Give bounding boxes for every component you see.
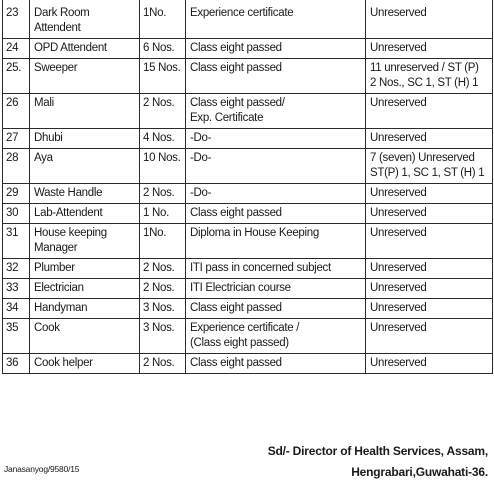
table-row	[3, 184, 493, 204]
qualification-cell: Class eight passed/ Exp. Certificate	[186, 94, 366, 129]
qualification-cell: Class eight passed	[186, 39, 366, 59]
post-name-cell: Cook helper	[30, 354, 140, 374]
signature-line-1: Sd/- Director of Health Services, Assam,	[267, 444, 488, 458]
post-count-cell: 3 Nos.	[140, 319, 186, 354]
category-cell: Unreserved	[366, 129, 493, 149]
post-name-cell: Mali	[30, 94, 140, 129]
qualification-cell: Class eight passed	[186, 354, 366, 374]
table-row	[3, 354, 493, 374]
category-cell: Unreserved	[366, 354, 493, 374]
post-name-cell: Waste Handle	[30, 184, 140, 204]
table-row	[3, 94, 493, 129]
post-name-cell: Sweeper	[30, 59, 140, 94]
serial-number-cell: 24	[3, 39, 30, 59]
table-row	[3, 39, 493, 59]
reference-number: Janasanyog/9580/15	[4, 464, 80, 474]
category-cell: 7 (seven) Unreserved ST(P) 1, SC 1, ST (H) 1	[366, 149, 493, 184]
serial-number-cell: 26	[3, 94, 30, 129]
category-cell: Unreserved	[366, 259, 493, 279]
post-count-cell: 2 Nos.	[140, 184, 186, 204]
table-row	[3, 0, 493, 39]
qualification-cell: -Do-	[186, 129, 366, 149]
post-count-cell: 4 Nos.	[140, 129, 186, 149]
category-cell: 11 unreserved / ST (P) 2 Nos., SC 1, ST (H) 1	[366, 59, 493, 94]
serial-number-cell: 30	[3, 204, 30, 224]
post-name-cell: OPD Attendent	[30, 39, 140, 59]
post-count-cell: 3 Nos.	[140, 299, 186, 319]
post-count-cell: 1No.	[140, 224, 186, 259]
table-row	[3, 59, 493, 94]
qualification-cell: Class eight passed	[186, 204, 366, 224]
qualification-cell: Class eight passed	[186, 59, 366, 94]
qualification-cell: Class eight passed	[186, 299, 366, 319]
category-cell: Unreserved	[366, 224, 493, 259]
category-cell: Unreserved	[366, 0, 493, 39]
serial-number-cell: 28	[3, 149, 30, 184]
qualification-cell: Experience certificate / (Class eight passed)	[186, 319, 366, 354]
serial-number-cell: 35	[3, 319, 30, 354]
post-count-cell: 1No.	[140, 0, 186, 39]
qualification-cell: ITI Electrician course	[186, 279, 366, 299]
table-row	[3, 149, 493, 184]
serial-number-cell: 27	[3, 129, 30, 149]
post-count-cell: 1 No.	[140, 204, 186, 224]
post-name-cell: Cook	[30, 319, 140, 354]
post-count-cell: 15 Nos.	[140, 59, 186, 94]
signature-block	[268, 441, 488, 483]
category-cell: Unreserved	[366, 299, 493, 319]
post-name-cell: Handyman	[30, 299, 140, 319]
qualification-cell: ITI pass in concerned subject	[186, 259, 366, 279]
category-cell: Unreserved	[366, 94, 493, 129]
post-name-cell: Aya	[30, 149, 140, 184]
post-count-cell: 2 Nos.	[140, 279, 186, 299]
table-row	[3, 259, 493, 279]
qualification-cell: -Do-	[186, 149, 366, 184]
qualification-cell: -Do-	[186, 184, 366, 204]
post-count-cell: 2 Nos.	[140, 354, 186, 374]
category-cell: Unreserved	[366, 184, 493, 204]
category-cell: Unreserved	[366, 39, 493, 59]
category-cell: Unreserved	[366, 279, 493, 299]
post-name-cell: Electrician	[30, 279, 140, 299]
post-count-cell: 2 Nos.	[140, 259, 186, 279]
category-cell: Unreserved	[366, 204, 493, 224]
posts-table	[2, 0, 493, 374]
serial-number-cell: 23	[3, 0, 30, 39]
table-row	[3, 319, 493, 354]
table-row	[3, 129, 493, 149]
category-cell: Unreserved	[366, 319, 493, 354]
post-count-cell: 10 Nos.	[140, 149, 186, 184]
post-name-cell: Dhubi	[30, 129, 140, 149]
posts-table-body	[3, 0, 493, 374]
table-row	[3, 224, 493, 259]
post-name-cell: Lab-Attendent	[30, 204, 140, 224]
serial-number-cell: 25.	[3, 59, 30, 94]
post-name-cell: Plumber	[30, 259, 140, 279]
table-row	[3, 279, 493, 299]
serial-number-cell: 32	[3, 259, 30, 279]
table-row	[3, 204, 493, 224]
serial-number-cell: 36	[3, 354, 30, 374]
serial-number-cell: 33	[3, 279, 30, 299]
qualification-cell: Experience certificate	[186, 0, 366, 39]
table-row	[3, 299, 493, 319]
post-count-cell: 6 Nos.	[140, 39, 186, 59]
signature-line-2: Hengrabari,Guwahati-36.	[351, 465, 488, 479]
post-name-cell: Dark Room Attendent	[30, 0, 140, 39]
qualification-cell: Diploma in House Keeping	[186, 224, 366, 259]
post-count-cell: 2 Nos.	[140, 94, 186, 129]
post-name-cell: House keeping Manager	[30, 224, 140, 259]
serial-number-cell: 34	[3, 299, 30, 319]
serial-number-cell: 31	[3, 224, 30, 259]
serial-number-cell: 29	[3, 184, 30, 204]
